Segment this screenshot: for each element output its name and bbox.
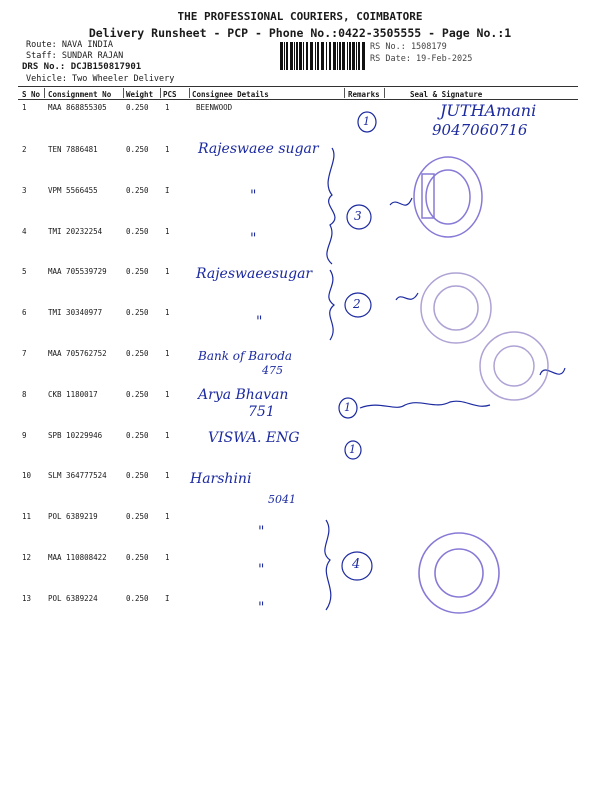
rs-date: RS Date: 19-Feb-2025 <box>370 54 473 64</box>
consignee-handwritten: VISWA. ENG <box>208 430 300 446</box>
cell-consignment: MAA 705539729 <box>48 267 107 276</box>
cell-pcs: 1 <box>165 553 170 562</box>
signature-name: JUTHAmani <box>440 101 537 120</box>
cell-weight: 0.250 <box>126 390 149 399</box>
remark-number: 2 <box>353 297 361 311</box>
cell-sno: 9 <box>22 431 27 440</box>
cell-consignment: POL 6389224 <box>48 594 98 603</box>
cell-sno: 12 <box>22 553 32 562</box>
staff-label: Staff: SUNDAR RAJAN <box>26 51 124 61</box>
cell-weight: 0.250 <box>126 471 149 480</box>
consignee-handwritten: Rajeswaee sugar <box>198 141 319 157</box>
cell-sno: 13 <box>22 594 32 603</box>
rs-number: RS No.: 1508179 <box>370 42 447 52</box>
cell-pcs: 1 <box>165 308 170 317</box>
cell-sno: 1 <box>22 103 27 112</box>
company-seal-stamp <box>414 528 504 618</box>
col-seal-signature: Seal & Signature <box>410 90 483 99</box>
cell-sno: 11 <box>22 512 32 521</box>
col-pcs: PCS <box>163 90 177 99</box>
route-label: Route: NAVA INDIA <box>26 40 113 50</box>
cell-weight: 0.250 <box>126 594 149 603</box>
cell-pcs: 1 <box>165 145 170 154</box>
col-sno: S No <box>22 90 41 99</box>
cell-weight: 0.250 <box>126 267 149 276</box>
cell-consignment: CKB 1180017 <box>48 390 98 399</box>
col-consignment: Consignment No <box>48 90 112 99</box>
cell-weight: 0.250 <box>126 103 149 112</box>
cell-weight: 0.250 <box>126 227 149 236</box>
cell-weight: 0.250 <box>126 186 149 195</box>
ditto-mark: " <box>258 600 265 616</box>
cell-consignment: SLM 364777524 <box>48 471 107 480</box>
cell-sno: 3 <box>22 186 27 195</box>
ditto-mark: " <box>258 562 265 578</box>
ditto-mark: " <box>250 231 257 247</box>
cell-sno: 5 <box>22 267 27 276</box>
cell-pcs: 1 <box>165 227 170 236</box>
remark-number: 1 <box>363 115 370 128</box>
cell-consignment: TEN 7886481 <box>48 145 98 154</box>
consignee-handwritten: 475 <box>262 364 283 377</box>
remark-number: 4 <box>352 557 361 572</box>
cell-consignment: SPB 10229946 <box>48 431 103 440</box>
cell-sno: 6 <box>22 308 27 317</box>
cell-consignment: VPM 5566455 <box>48 186 98 195</box>
signature-phone: 9047060716 <box>432 121 528 139</box>
company-seal-stamp <box>408 152 488 242</box>
cell-sno: 8 <box>22 390 27 399</box>
consignee-handwritten: Arya Bhavan <box>198 387 289 403</box>
cell-consignment: TMI 30340977 <box>48 308 103 317</box>
cell-consignee: BEENWOOD <box>196 103 233 112</box>
consignee-handwritten: Harshini <box>190 471 252 487</box>
cell-pcs: 1 <box>165 471 170 480</box>
cell-sno: 4 <box>22 227 27 236</box>
cell-weight: 0.250 <box>126 553 149 562</box>
cell-pcs: 1 <box>165 349 170 358</box>
remark-number: 1 <box>349 443 356 456</box>
cell-pcs: 1 <box>165 267 170 276</box>
ditto-mark: " <box>258 524 265 540</box>
remark-number: 3 <box>354 209 362 223</box>
vehicle-label: Vehicle: Two Wheeler Delivery <box>26 74 175 84</box>
cell-sno: 2 <box>22 145 27 154</box>
drs-label: DRS No.: DCJB150817901 <box>22 62 142 72</box>
cell-consignment: MAA 705762752 <box>48 349 107 358</box>
consignee-handwritten: 751 <box>248 404 275 420</box>
col-consignee: Consignee Details <box>192 90 269 99</box>
cell-sno: 10 <box>22 471 32 480</box>
cell-pcs: I <box>165 594 170 603</box>
col-remarks: Remarks <box>348 90 380 99</box>
page-title: THE PROFESSIONAL COURIERS, COIMBATORE <box>177 10 423 23</box>
cell-weight: 0.250 <box>126 512 149 521</box>
ditto-mark: " <box>250 188 257 204</box>
col-weight: Weight <box>126 90 154 99</box>
cell-sno: 7 <box>22 349 27 358</box>
remark-number: 1 <box>344 401 351 414</box>
bank-branch-stamp <box>474 326 554 406</box>
cell-pcs: I <box>165 186 170 195</box>
cell-consignment: MAA 110808422 <box>48 553 107 562</box>
cell-weight: 0.250 <box>126 349 149 358</box>
cell-consignment: TMI 20232254 <box>48 227 103 236</box>
cell-consignment: POL 6389219 <box>48 512 98 521</box>
cell-weight: 0.250 <box>126 145 149 154</box>
consignee-handwritten: Rajeswaeesugar <box>196 266 313 282</box>
ditto-mark: " <box>256 314 263 330</box>
cell-pcs: 1 <box>165 390 170 399</box>
consignee-handwritten: 5041 <box>268 493 296 506</box>
cell-weight: 0.250 <box>126 431 149 440</box>
cell-pcs: 1 <box>165 431 170 440</box>
cell-weight: 0.250 <box>126 308 149 317</box>
cell-pcs: 1 <box>165 103 170 112</box>
consignee-handwritten: Bank of Baroda <box>198 349 293 363</box>
page-subtitle: Delivery Runsheet - PCP - Phone No.:0422-3505555 - Page No.:1 <box>88 26 512 40</box>
cell-consignment: MAA 868855305 <box>48 103 107 112</box>
cell-pcs: 1 <box>165 512 170 521</box>
